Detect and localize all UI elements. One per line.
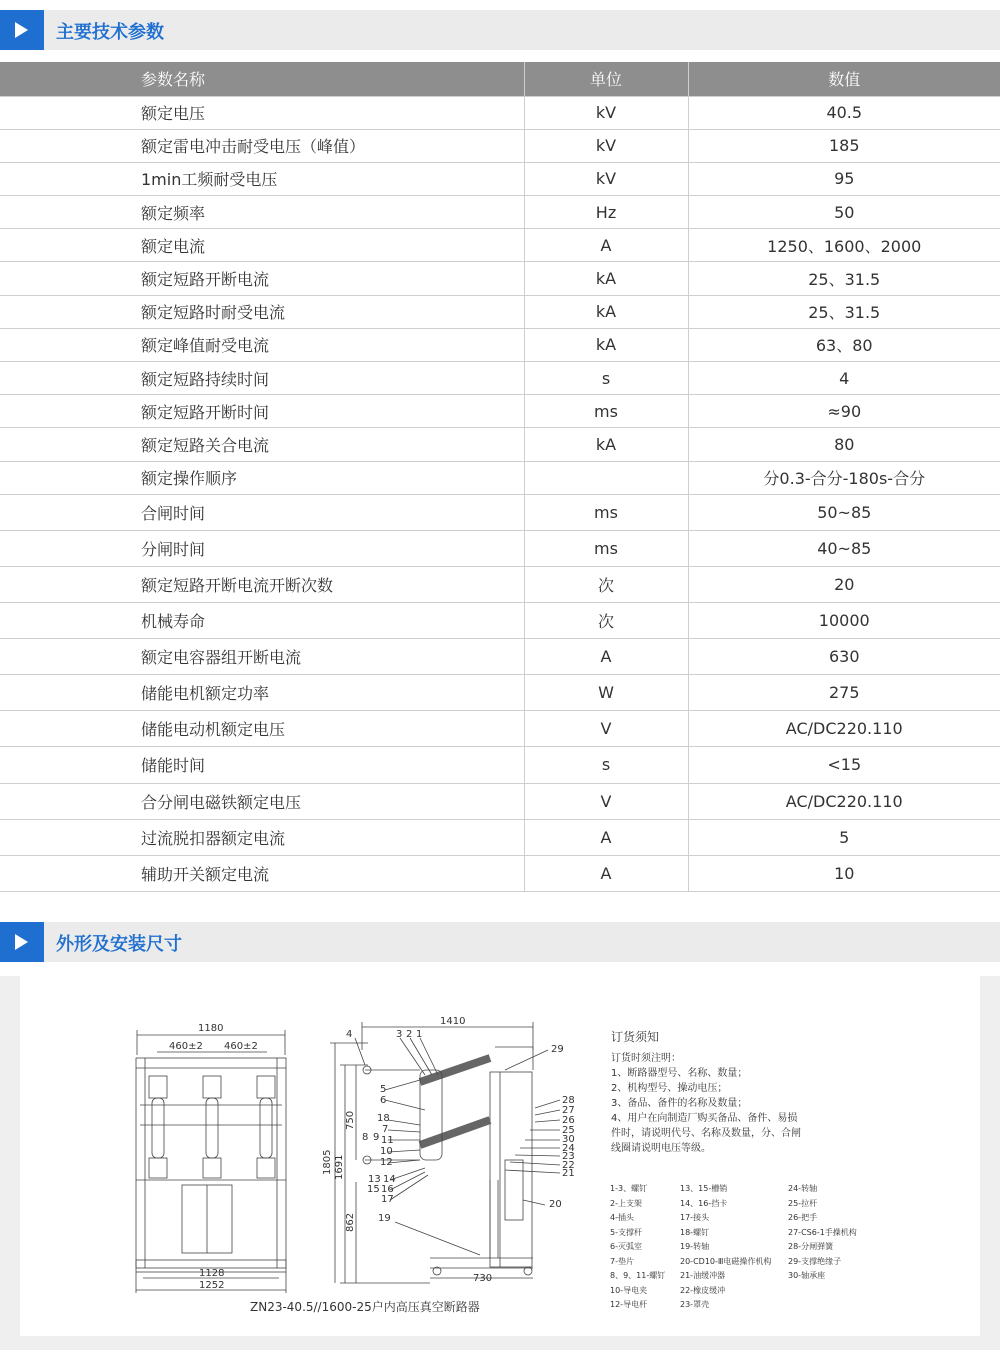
param-name-cell: 额定雷电冲击耐受电压（峰值） (0, 129, 524, 162)
unit-cell: A (524, 855, 688, 891)
legend-item: 19-转轴 (680, 1242, 710, 1251)
callout: 25 (562, 1125, 575, 1136)
unit-cell: V (524, 783, 688, 819)
callout: 19 (378, 1213, 391, 1224)
value-cell: 10000 (688, 603, 1000, 639)
unit-cell: A (524, 819, 688, 855)
order-item: 1、断路器型号、名称、数量； (611, 1068, 748, 1079)
value-cell: 185 (688, 129, 1000, 162)
param-name-cell: 额定短路开断电流 (0, 262, 524, 295)
dim-side-h3: 750 (345, 1110, 356, 1130)
param-name-cell: 额定电容器组开断电流 (0, 639, 524, 675)
param-name-cell: 储能时间 (0, 747, 524, 783)
param-name-cell: 1min工频耐受电压 (0, 162, 524, 195)
order-item: 线圈请说明电压等级。 (611, 1143, 711, 1154)
legend-item: 17-接头 (680, 1213, 710, 1222)
value-cell: 630 (688, 639, 1000, 675)
unit-cell: A (524, 229, 688, 262)
dim-side-depth: 730 (473, 1273, 493, 1284)
legend-item: 25-拉杆 (788, 1198, 818, 1208)
value-cell: 分0.3-合分-180s-合分 (688, 461, 1000, 494)
param-name-cell: 额定操作顺序 (0, 461, 524, 494)
param-name-cell: 额定频率 (0, 196, 524, 229)
callout: 11 (381, 1135, 394, 1146)
value-cell: 50 (688, 196, 1000, 229)
value-cell: 20 (688, 566, 1000, 602)
callout: 10 (380, 1146, 393, 1157)
unit-cell: kV (524, 162, 688, 195)
unit-cell: s (524, 362, 688, 395)
param-name-cell: 机械寿命 (0, 603, 524, 639)
dim-side-height: 1805 (322, 1149, 333, 1175)
legend-item: 20-CD10-Ⅲ电磁操作机构 (680, 1256, 772, 1266)
param-name-cell: 额定短路时耐受电流 (0, 295, 524, 328)
param-name-cell: 额定短路开断电流开断次数 (0, 566, 524, 602)
callout: 18 (377, 1113, 390, 1124)
unit-cell: ms (524, 395, 688, 428)
legend-item: 10-导电夹 (610, 1285, 648, 1295)
callout: 8 (362, 1132, 369, 1143)
legend-item: 1-3、螺钉 (610, 1184, 648, 1193)
callout: 9 (373, 1132, 380, 1143)
order-item: 4、用户在向制造厂购买备品、备件、易损 (611, 1113, 798, 1124)
param-name-cell: 过流脱扣器额定电流 (0, 819, 524, 855)
value-cell: 95 (688, 162, 1000, 195)
legend-item: 24-转轴 (788, 1184, 818, 1193)
callout: 5 (380, 1084, 387, 1095)
param-name-cell: 额定电流 (0, 229, 524, 262)
legend-column (788, 1183, 928, 1285)
dim-front-spacing1: 460±2 (169, 1041, 203, 1052)
unit-cell: kA (524, 328, 688, 361)
unit-cell: A (524, 639, 688, 675)
header-param-name: 参数名称 (0, 62, 524, 96)
unit-cell: kA (524, 295, 688, 328)
callout: 27 (562, 1105, 575, 1116)
value-cell: AC/DC220.110 (688, 711, 1000, 747)
callout: 1 (416, 1029, 423, 1040)
param-name-cell: 储能电动机额定电压 (0, 711, 524, 747)
callout: 15 (367, 1184, 380, 1195)
callout: 28 (562, 1095, 575, 1106)
legend-item: 30-轴承座 (788, 1271, 826, 1280)
param-name-cell: 额定峰值耐受电流 (0, 328, 524, 361)
value-cell: 50~85 (688, 494, 1000, 530)
value-cell: 275 (688, 675, 1000, 711)
dim-side-h2: 1691 (334, 1154, 345, 1180)
legend-item: 7-垫片 (610, 1256, 634, 1266)
legend-item: 12-导电杆 (610, 1300, 648, 1309)
param-name-cell: 储能电机额定功率 (0, 675, 524, 711)
order-title: 订货须知 (611, 1030, 660, 1044)
dim-front-base2: 1252 (199, 1280, 225, 1291)
param-name-cell: 额定短路关合电流 (0, 428, 524, 461)
value-cell: ≈90 (688, 395, 1000, 428)
callout: 29 (551, 1044, 564, 1055)
unit-cell: W (524, 675, 688, 711)
param-name-cell: 额定电压 (0, 96, 524, 129)
unit-cell: s (524, 747, 688, 783)
legend-item: 13、15-槽销 (680, 1184, 728, 1193)
legend-item: 14、16-挡卡 (680, 1198, 728, 1208)
callout: 4 (346, 1029, 353, 1040)
callout: 16 (381, 1184, 394, 1195)
param-name-cell: 额定短路持续时间 (0, 362, 524, 395)
callout: 30 (562, 1134, 575, 1145)
value-cell: <15 (688, 747, 1000, 783)
section-title: 外形及安装尺寸 (56, 934, 182, 955)
value-cell: AC/DC220.110 (688, 783, 1000, 819)
header-unit: 单位 (524, 62, 688, 96)
callout: 2 (406, 1029, 413, 1040)
param-name-cell: 合闸时间 (0, 494, 524, 530)
legend-item: 28-分闸弹簧 (788, 1242, 834, 1251)
unit-cell: kA (524, 428, 688, 461)
value-cell: 25、31.5 (688, 295, 1000, 328)
value-cell: 40.5 (688, 96, 1000, 129)
order-item: 件时，请说明代号、名称及数量，分、合闸 (611, 1128, 801, 1139)
callout: 13 (368, 1174, 381, 1185)
param-name-cell: 合分闸电磁铁额定电压 (0, 783, 524, 819)
legend-item: 4-插头 (610, 1213, 634, 1222)
callout: 22 (562, 1160, 575, 1171)
legend-item: 5-支撑杆 (610, 1227, 642, 1237)
unit-cell: V (524, 711, 688, 747)
legend-item: 2-上支架 (610, 1198, 642, 1208)
order-intro: 订货时须注明： (611, 1053, 681, 1064)
value-cell: 4 (688, 362, 1000, 395)
legend-item: 21-油缓冲器 (680, 1271, 726, 1280)
param-name-cell: 辅助开关额定电流 (0, 855, 524, 891)
order-item: 3、备品、备件的名称及数量； (611, 1098, 748, 1109)
section-title: 主要技术参数 (56, 22, 164, 43)
dim-front-base1: 1128 (199, 1268, 225, 1279)
legend-item: 6-灭弧室 (610, 1242, 642, 1251)
callout: 14 (383, 1174, 396, 1185)
unit-cell: 次 (524, 566, 688, 602)
unit-cell: kV (524, 129, 688, 162)
order-notes (611, 1030, 801, 1156)
callout: 6 (380, 1095, 387, 1106)
value-cell: 80 (688, 428, 1000, 461)
unit-cell: ms (524, 530, 688, 566)
value-cell: 5 (688, 819, 1000, 855)
callout: 26 (562, 1115, 575, 1126)
header-value: 数值 (688, 62, 1000, 96)
order-item: 2、机构型号、操动电压； (611, 1083, 728, 1094)
unit-cell: kA (524, 262, 688, 295)
callout: 17 (381, 1194, 394, 1205)
legend-item: 29-支撑绝缘子 (788, 1256, 842, 1266)
callout: 24 (562, 1143, 575, 1154)
legend-item: 27-CS6-1手操机构 (788, 1227, 857, 1237)
unit-cell: kV (524, 96, 688, 129)
value-cell: 25、31.5 (688, 262, 1000, 295)
dim-front-width: 1180 (198, 1023, 224, 1034)
callout: 21 (562, 1168, 575, 1179)
unit-cell: 次 (524, 603, 688, 639)
callout: 12 (380, 1157, 393, 1168)
dim-side-width: 1410 (440, 1016, 466, 1027)
dim-front-spacing2: 460±2 (224, 1041, 258, 1052)
drawing-caption: ZN23-40.5//1600-25户内高压真空断路器 (250, 1300, 480, 1314)
value-cell: 63、80 (688, 328, 1000, 361)
legend-item: 18-螺钉 (680, 1227, 710, 1237)
value-cell: 40~85 (688, 530, 1000, 566)
legend-item: 23-罩壳 (680, 1300, 710, 1309)
callout: 3 (396, 1029, 403, 1040)
value-cell: 1250、1600、2000 (688, 229, 1000, 262)
unit-cell: Hz (524, 196, 688, 229)
param-name-cell: 额定短路开断时间 (0, 395, 524, 428)
value-cell: 10 (688, 855, 1000, 891)
dim-side-h4: 862 (345, 1212, 356, 1232)
legend-item: 26-把手 (788, 1213, 818, 1222)
callout: 7 (382, 1124, 389, 1135)
callout: 20 (549, 1199, 562, 1210)
legend-item: 8、9、11-螺钉 (610, 1271, 666, 1280)
legend-item: 22-橡皮缓冲 (680, 1285, 726, 1295)
callout: 23 (562, 1151, 575, 1162)
unit-cell: ms (524, 494, 688, 530)
param-name-cell: 分闸时间 (0, 530, 524, 566)
